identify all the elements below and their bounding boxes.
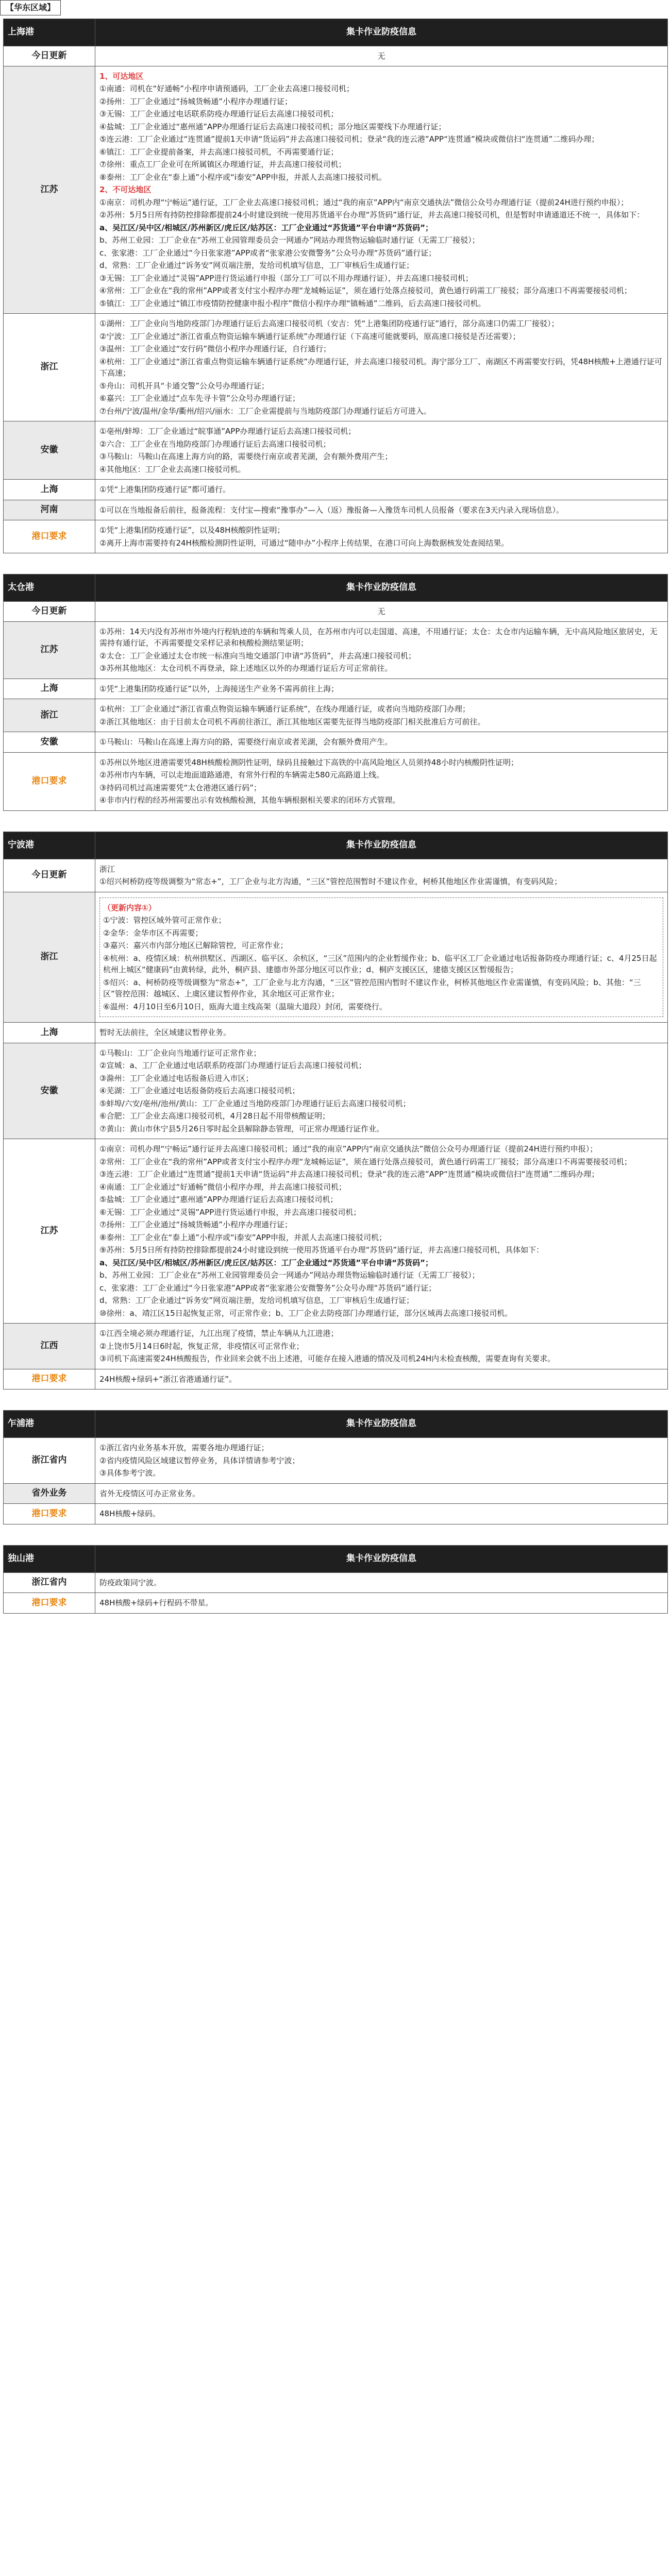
- province-content: [95, 892, 668, 1023]
- list-item: ②扬州：工厂企业通过“扬城货畅通”小程序办理通行证；: [99, 96, 292, 106]
- list-item: ⑥镇江：工厂企业提前备案，并去高速口接驳司机，不再需要通行证；: [99, 147, 339, 157]
- shanghai-port-table: [3, 19, 668, 553]
- list-item: ②金华：金华市区不再需要；: [103, 928, 203, 938]
- port-requirement-content: [95, 1593, 668, 1614]
- list-item: ⑧泰州：工厂企业在“泰上通”小程序或“i泰安”APP申报，并派人去高速口接驳司机；: [99, 1232, 387, 1242]
- port-requirement-content: [95, 1504, 668, 1524]
- province-label: 安徽: [4, 732, 95, 753]
- province-label: 安徽: [4, 421, 95, 480]
- province-content: [95, 1483, 668, 1504]
- port-name: 乍浦港: [4, 1411, 95, 1438]
- province-label: 上海: [4, 1023, 95, 1043]
- port-name: 上海港: [4, 19, 95, 46]
- list-item: ①南京：司机办理“宁畅运”通行证并去高速口接驳司机；通过“我的南京”APP内“南京交通执法”微信公众号办理通行证（提前24H进行预约申报）；: [99, 1144, 598, 1154]
- list-item: 防疫政策同宁波。: [99, 1578, 162, 1587]
- list-item: ④芜湖：工厂企业通过电话报备防疫后去高速口接驳司机；: [99, 1086, 300, 1095]
- table-title: 集卡作业防疫信息: [95, 574, 668, 602]
- province-content: [95, 314, 668, 421]
- port-requirement-label: 港口要求: [4, 1504, 95, 1524]
- list-item: ③马鞍山：马鞍山在高速上海方向的路，需要绕行南京或者芜湖，会有额外费用产生；: [99, 452, 393, 461]
- list-item: ①湖州：工厂企业向当地防疫部门办理通行证后去高速口接驳司机（安吉：凭“上港集团防疫通行证”通行，部分高速口仍需工厂接驳）；: [99, 319, 559, 328]
- list-item: ②苏州：5月5日所有持防控排除都提前24小时建设到统一使用苏货通平台办理“苏货码”通行证，并去高速口接驳司机，但是暂时申请通道还不统一，具体如下：: [99, 210, 645, 219]
- list-item: ②上饶市5月14日6时起，恢复正常，非疫情区可正常作业；: [99, 1341, 304, 1351]
- list-item: a、吴江区/吴中区/相城区/苏州新区/虎丘区/姑苏区：工厂企业通过“苏货通”平台申请“苏货码”；: [99, 1258, 433, 1267]
- list-item: ⑤连云港：工厂企业通过“连贯通”提前1天申请“货运码”并去高速口接驳司机；登录“我的连云港”APP“连贯通”模块或微信扫“连贯通”二维码办理；: [99, 134, 599, 144]
- province-label: 省外业务: [4, 1483, 95, 1504]
- list-item: ⑨苏州：5月5日所有持防控排除都提前24小时建设到统一使用苏货通平台办理“苏货码”通行证，并去高速口接驳司机，具体如下：: [99, 1245, 544, 1255]
- port-name: 独山港: [4, 1545, 95, 1572]
- today-update-value: 无: [95, 602, 668, 622]
- list-item: ⑦扬州：工厂企业通过“扬城货畅通”小程序办理通行证；: [99, 1220, 292, 1229]
- today-update-value: 无: [95, 46, 668, 66]
- list-item: 暂时无法前往，全区域建议暂停业务。: [99, 1028, 231, 1037]
- port-requirement-content: [95, 520, 668, 553]
- list-item: ⑧泰州：工厂企业在“泰上通”小程序或“i泰安”APP申报，并派人去高速口接驳司机。: [99, 172, 387, 182]
- province-content: [95, 480, 668, 500]
- table-title: 集卡作业防疫信息: [95, 19, 668, 46]
- port-requirement-label: 港口要求: [4, 520, 95, 553]
- list-item: ③持码司机过高速需要凭“太仓港港区通行码”；: [99, 783, 261, 792]
- list-item: ①亳州/蚌埠：工厂企业通过“皖事通”APP办理通行证后去高速口接驳司机；: [99, 427, 356, 436]
- province-content: [95, 1438, 668, 1484]
- province-label: 安徽: [4, 1043, 95, 1139]
- province-content: [95, 1043, 668, 1139]
- today-update-label: 今日更新: [4, 602, 95, 622]
- list-item: ③连云港：工厂企业通过“连贯通”提前1天申请“货运码”并去高速口接驳司机；登录“我的连云港”APP“连贯通”模块或微信扫“连贯通”二维码办理；: [99, 1170, 599, 1179]
- list-item: ⑦徐州：重点工厂企业可在所属镇区办理通行证，并去高速口接驳司机；: [99, 160, 346, 169]
- province-label: 上海: [4, 679, 95, 699]
- list-item: ①凭“上港集团防疫通行证”以外，上海接送生产业务不需再前往上海；: [99, 684, 339, 693]
- province-label: 江苏: [4, 1139, 95, 1324]
- list-item: ②宁波：工厂企业通过“浙江省重点物资运输车辆通行证系统”办理通行证（下高速可能就要码，原高速口接驳是否还需要）；: [99, 331, 521, 341]
- list-item: c、张家港：工厂企业通过“今日张家港”APP或者“张家港公安微警务”公众号办理“苏货码”通行证；: [99, 248, 437, 258]
- list-item: ⑤盐城：工厂企业通过“惠州通”APP办理通行证后去高速口接驳司机；: [99, 1195, 338, 1204]
- list-item: ⑤蚌埠/六安/亳州/池州/黄山：工厂企业通过当地防疫部门办理通行证后去高速口接驳司机；: [99, 1098, 411, 1108]
- list-item: ③苏州其他地区：太仓司机不再登录，除上述地区以外的办理通行证后方可正常前往。: [99, 664, 393, 673]
- list-item: ④常州：工厂企业在“我的常州”APP或者支付宝小程序办理“龙城畅运证”，须在通行处落点接驳司，黄色通行码需工厂接驳；部分高速口不再需要接驳司机；: [99, 286, 632, 295]
- list-item: ④杭州：工厂企业通过“浙江省重点物资运输车辆通行证系统”办理通行证，并去高速口接驳司机。海宁部分工厂、南湖区不再需要安行码，凭48H核酸+上港通行证可下高速；: [99, 357, 662, 378]
- list-item: ①凭“上港集团防疫通行证”都可通行。: [99, 485, 230, 494]
- province-content: [95, 421, 668, 480]
- today-update-label: 今日更新: [4, 46, 95, 66]
- list-item: ③温州：工厂企业通过“安行码”微信小程序办理通行证，自行通行；: [99, 344, 331, 353]
- list-item: d、常熟：工厂企业通过“诉务安”网页端注册，发给司机填写信息，工厂审核后生成通行证；: [99, 261, 414, 270]
- table-title: 集卡作业防疫信息: [95, 832, 668, 859]
- list-item: ①杭州：工厂企业通过“浙江省重点物资运输车辆通行证系统”，在线办理通行证，或者向当地防疫部门办理；: [99, 704, 470, 714]
- list-item: ①江西全境必须办理通行证，九江出现了疫情，禁止车辆从九江进港；: [99, 1329, 339, 1338]
- list-item: ⑦台州/宁波/温州/金华/衢州/绍兴/丽水：工厂企业需提前与当地防疫部门办理通行证后方可进入。: [99, 406, 431, 416]
- port-name: 太仓港: [4, 574, 95, 602]
- list-item: ⑤镇江：工厂企业通过“镇江市疫情防控健康申报小程序”微信小程序办理“镇畅通”二维码，后去高速口接驳司机。: [99, 298, 486, 308]
- list-item: ②常州：工厂企业在“我的常州”APP或者支付宝小程序办理“龙城畅运证”，须在通行处落点接驳司，黄色通行码需工厂接驳；部分高速口不再需要接驳司机；: [99, 1157, 632, 1166]
- port-requirement-label: 港口要求: [4, 1369, 95, 1389]
- list-item: ③滁州：工厂企业通过电话报备后进入市区；: [99, 1073, 254, 1083]
- list-item: 24H核酸+绿码+“浙江省港通通行证”。: [99, 1374, 237, 1384]
- list-item: ①苏州：14天内没有苏州市外境内行程轨迹的车辆和驾乘人员，在苏州市内可以走国道、高速，不用通行证；太仓：太仓市内运输车辆，无中高风险地区旅居史，无需持有通行证，不再需要提交采样记录和核酸检测结果证明；: [99, 626, 658, 648]
- list-item: ①马鞍山：马鞍山在高速上海方向的路，需要绕行南京或者芜湖，会有额外费用产生。: [99, 737, 393, 747]
- port-name: 宁波港: [4, 832, 95, 859]
- province-label: 江苏: [4, 621, 95, 679]
- port-requirement-label: 港口要求: [4, 752, 95, 810]
- list-item: ⑤舟山：司机开具“卡通交警”公众号办理通行证；: [99, 381, 269, 391]
- list-item: ①凭“上港集团防疫通行证”，以及48H核酸阴性证明；: [99, 526, 285, 535]
- list-item: ⑥温州：4月10日至6月10日，瓯海大道主线高架（温瑞大道段）封闭，需要绕行。: [103, 1002, 387, 1011]
- table-title: 集卡作业防疫信息: [95, 1411, 668, 1438]
- province-label: 浙江省内: [4, 1438, 95, 1484]
- port-requirement-label: 港口要求: [4, 1593, 95, 1614]
- province-content: [95, 66, 668, 314]
- list-item: 48H核酸+绿码。: [99, 1509, 160, 1518]
- list-item: ④其他地区：工厂企业去高速口接驳司机。: [99, 464, 246, 474]
- list-item: ①马鞍山：工厂企业向当地通行证可正常作业；: [99, 1048, 261, 1058]
- province-content: [95, 500, 668, 520]
- list-item: ②离开上海市需要持有24H核酸检测阴性证明，可通过“随申办”小程序上传结果，在港口可向上海数据核发处查阅结果。: [99, 538, 509, 548]
- province-label: 浙江: [4, 892, 95, 1023]
- port-requirement-content: [95, 1369, 668, 1389]
- table-title: 集卡作业防疫信息: [95, 1545, 668, 1572]
- zhapu-port-table: [3, 1410, 668, 1524]
- list-item: ④盐城：工厂企业通过“惠州通”APP办理通行证后去高速口接驳司机；部分地区需要线下办理通行证；: [99, 122, 446, 131]
- list-item: ③无锡：工厂企业通过电话联系防疫办理通行证后去高速口接驳司机；: [99, 109, 339, 118]
- region-tag: 【华东区域】: [0, 0, 61, 15]
- today-update-content: [95, 859, 668, 892]
- list-item: ②太仓：工厂企业通过太仓市统一标准向当地交通部门申请“苏货码”，并去高速口接驳司机；: [99, 651, 416, 660]
- province-label: 河南: [4, 500, 95, 520]
- list-item: ③无锡：工厂企业通过“灵锡”APP进行货运通行申报（部分工厂可以不用办理通行证），并去高速口接驳司机；: [99, 273, 473, 283]
- list-item: ②六合：工厂企业在当地防疫部门办理通行证后去高速口接驳司机；: [99, 439, 331, 449]
- taicang-port-table: [3, 574, 668, 811]
- list-item: b、苏州工业园：工厂企业在“苏州工业园管理委员会一网通办”网站办理货物运输临时通行证（无需工厂接驳）；: [99, 235, 480, 245]
- province-label: 江西: [4, 1324, 95, 1369]
- province-label: 浙江: [4, 699, 95, 732]
- list-item: ⑤绍兴：a、柯桥防疫等级调整为“常态+”，工厂企业与北方沟通，“三区”管控范围内暂时不建议作业，柯桥其他地区作业需谨慎，有变码风险；b、其他：“三区”管控范围：越城区、上虞区建议暂停作业，其余地区可正常作业；: [103, 977, 641, 998]
- dushan-port-table: [3, 1545, 668, 1614]
- list-item: d、常熟：工厂企业通过“诉务安”网页端注册，发给司机填写信息，工厂审核后生成通行证；: [99, 1296, 414, 1305]
- province-content: [95, 699, 668, 732]
- list-item: ③具体参考宁波。: [99, 1468, 161, 1478]
- list-item: ②苏州市内车辆，可以走地面道路通港，有常外行程的车辆需走580元高路道上线。: [99, 770, 384, 779]
- today-update-line: ①绍兴柯桥防疫等级调整为“常态+”，工厂企业与北方沟通，“三区”管控范围暂时不建议作业，柯桥其他地区作业需谨慎，有变码风险；: [99, 877, 562, 886]
- province-content: [95, 1023, 668, 1043]
- today-update-label: 今日更新: [4, 859, 95, 892]
- list-item: 省外无疫情区可办正常业务。: [99, 1488, 200, 1498]
- list-item: ⑥合肥：工厂企业去高速口接驳司机，4月28日起不用带核酸证明；: [99, 1111, 330, 1121]
- province-content: [95, 1572, 668, 1593]
- today-update-line: 浙江: [99, 864, 115, 874]
- province-content: [95, 1324, 668, 1369]
- section-heading: 2、不可达地区: [99, 185, 152, 194]
- list-item: ③司机下高速需要24H核酸报告，作业回来会就不出上述港，可能存在接入港通的情况及司机24H内未检查核酸，需要查询有关要求。: [99, 1354, 556, 1363]
- list-item: ④杭州：a、疫情区域：杭州拱墅区、西湖区、临平区、余杭区，“三区”范围内的企业暂缓作业；b、临平区工厂企业通过电话报备防疫办理通行证；c、4月25日起杭州上城区“健康码”由黄转绿，此外，桐庐县、建德市外部分地区可以作业；d、桐庐支援区区，建德支援区区暂缓报告；: [103, 953, 657, 974]
- ningbo-port-table: [3, 832, 668, 1390]
- province-content: [95, 1139, 668, 1324]
- list-item: ⑥无锡：工厂企业通过“灵锡”APP进行货运通行申报，并去高速口接驳司机；: [99, 1207, 361, 1217]
- list-item: ②浙江其他地区：由于目前太仓司机不再前往浙江，浙江其他地区需要先征得当地防疫部门相关批准后方可前往。: [99, 717, 485, 726]
- list-item: ⑥嘉兴：工厂企业通过“点车先寻卡管”公众号办理通行证；: [99, 394, 300, 403]
- province-label: 浙江: [4, 314, 95, 421]
- province-label: 江苏: [4, 66, 95, 314]
- section-heading: 1、可达地区: [99, 71, 144, 81]
- list-item: c、张家港：工厂企业通过“今日张家港”APP或者“张家港公安微警务”公众号办理“苏货码”通行证；: [99, 1283, 437, 1293]
- list-item: ①可以在当地报备后前往，报备流程：支付宝—搜索“豫事办”—入（返）豫报备—入豫货车司机人员报备（要求在3天内录入现场信息）。: [99, 505, 564, 515]
- list-item: ①浙江省内业务基本开放，需要各地办理通行证；: [99, 1443, 269, 1452]
- province-content: [95, 679, 668, 699]
- list-item: ②省内疫情风险区域建议暂停业务，具体详情请参考宁波；: [99, 1455, 300, 1465]
- list-item: 48H核酸+绿码+行程码不带星。: [99, 1598, 213, 1607]
- list-item: ①苏州以外地区进港需要凭48H核酸检测阴性证明，绿码且接触过下高铁的中高风险地区人员须持48小时内核酸阴性证明；: [99, 757, 518, 767]
- update-box: [99, 897, 663, 1018]
- province-content: [95, 621, 668, 679]
- province-label: 上海: [4, 480, 95, 500]
- list-item: a、吴江区/吴中区/相城区/苏州新区/虎丘区/姑苏区：工厂企业通过“苏货通”平台申请“苏货码”；: [99, 223, 433, 232]
- port-requirement-content: [95, 752, 668, 810]
- list-item: ④南通：工厂企业通过“好通畅”微信小程序办理，并去高速口接驳司机；: [99, 1182, 346, 1192]
- list-item: b、苏州工业园：工厂企业在“苏州工业园管理委员会一网通办”网站办理货物运输临时通行证（无需工厂接驳）；: [99, 1270, 480, 1280]
- list-item: ②宣城：a、工厂企业通过电话联系防疫部门办理通行证后去高速口接驳司机；: [99, 1061, 366, 1070]
- update-heading: （更新内容①）: [103, 903, 156, 912]
- list-item: ⑦黄山：黄山市休宁县5月26日零时起全县解除静态管理，可正常办理通行证作业。: [99, 1124, 384, 1133]
- province-label: 浙江省内: [4, 1572, 95, 1593]
- province-content: [95, 732, 668, 753]
- list-item: ④非市内行程的经苏州需要出示有效核酸检测，其他车辆根据相关要求的闭环方式管理。: [99, 795, 400, 805]
- list-item: ③嘉兴：嘉兴市内部分地区已解除管控，可正常作业；: [103, 941, 288, 950]
- list-item: ①南京：司机办理“宁畅运”通行证，工厂企业去高速口接驳司机；通过“我的南京”APP内“南京交通执法”微信公众号办理通行证（提前24H进行预约申报）；: [99, 197, 629, 207]
- list-item: ①南通：司机在“好通畅”小程序申请预通码，工厂企业去高速口接驳司机；: [99, 84, 354, 93]
- list-item: ①宁波：管控区域外管可正常作业；: [103, 916, 226, 925]
- list-item: ⑩徐州：a、靖江区15日起恢复正常，可正常作业；b、工厂企业去防疫部门办理通行证，部分区域再去高速口接驳司机。: [99, 1308, 513, 1318]
